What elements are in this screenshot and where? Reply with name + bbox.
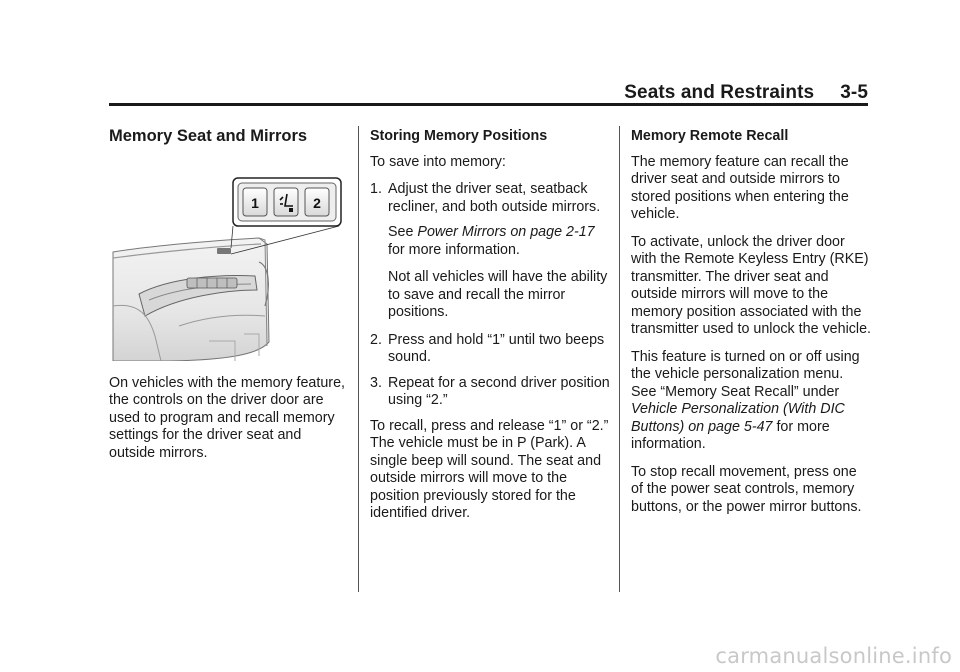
list-text: Adjust the driver seat, seatback recliner, and both outside mirrors. [388,181,601,215]
intro-paragraph: On vehicles with the memory feature, the controls on the driver door are used to program and recall memory settings for the driver seat and outside mirrors. [109,374,345,461]
page-link[interactable]: Vehicle Personalization (With DIC Buttons) on page 5-47 [631,401,845,435]
list-number: 3. [370,374,382,391]
watermark: carmanualsonline.info [715,644,952,668]
paragraph: To recall, press and release “1” or “2.” The vehicle must be in P (Park). A single beep will sound. The seat and outside mirrors will move to the position previously stored for the identified driver. [370,417,609,521]
list-number: 1. [370,181,382,197]
paragraph: This feature is turned on or off using the vehicle personalization menu. See “Memory Seat Recall” under Vehicle Personalization (With DIC Buttons) on page 5-47 for more information. [631,348,860,452]
section-title: Seats and Restraints [624,82,815,103]
list-number: 2. [370,331,382,348]
button-1-label: 1 [251,194,259,211]
header-rule [109,103,868,106]
column-1 [109,128,345,472]
list-item [370,332,610,367]
list-text: Repeat for a second driver position using “2.” [388,374,610,408]
list-text: Press and hold “1” until two beeps sound. [388,331,605,365]
memory-switch-location [217,248,231,254]
subsection-heading: Storing Memory Positions [370,128,548,144]
button-2-label: 2 [313,194,321,211]
paragraph: To stop recall movement, press one of the power seat controls, memory buttons, or the power mirror buttons. [631,463,862,515]
column-3 [631,128,871,526]
list-item [370,181,610,216]
page-header [624,82,868,104]
section-heading: Memory Seat and Mirrors [109,127,308,145]
subsection-heading: Memory Remote Recall [631,128,789,144]
cross-reference: See Power Mirrors on page 2-17 for more information. [388,224,595,258]
window-switch-cluster [187,278,237,288]
door-panel-drawing [109,166,345,361]
column-divider [619,126,620,592]
page-number: 3-5 [840,82,868,103]
paragraph: The memory feature can recall the driver seat and outside mirrors to stored positions when entering the vehicle. [631,153,849,222]
paragraph: To activate, unlock the driver door with the Remote Keyless Entry (RKE) transmitter. The driver seat and outside mirrors will move to the memory position associated with the transmitter used to unlock the vehicle. [631,233,871,337]
page-link[interactable]: Power Mirrors on page 2-17 [417,224,595,240]
column-2 [370,128,610,533]
paragraph: To save into memory: [370,153,506,170]
note-paragraph: Not all vehicles will have the ability to save and recall the mirror positions. [388,269,608,320]
list-item [370,375,610,410]
door-panel-illustration [109,166,345,361]
column-divider [358,126,359,592]
